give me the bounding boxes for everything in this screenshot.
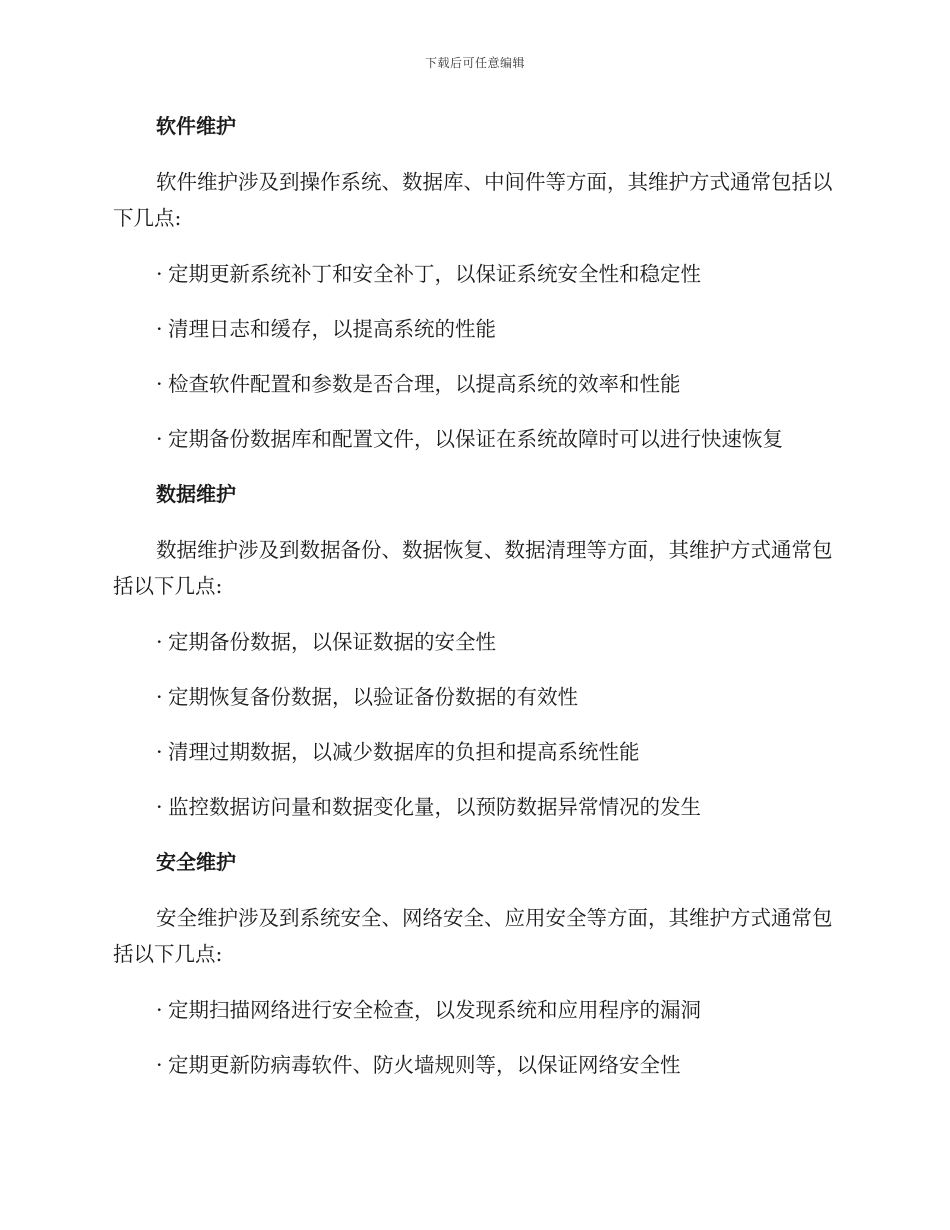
section-software-maintenance xyxy=(113,108,833,457)
list-item xyxy=(113,1047,833,1083)
bullet-dot: · xyxy=(156,740,163,764)
list-item-text: 定期扫描网络进行安全检查，以发现系统和应用程序的漏洞 xyxy=(168,998,701,1022)
bullet-dot: · xyxy=(156,998,163,1022)
section-intro: 安全维护涉及到系统安全、网络安全、应用安全等方面，其维护方式通常包括以下几点: xyxy=(113,906,833,966)
list-item-text: 清理日志和缓存，以提高系统的性能 xyxy=(168,317,496,341)
list-item-text: 检查软件配置和参数是否合理，以提高系统的效率和性能 xyxy=(168,372,681,396)
list-item xyxy=(113,311,833,347)
page-header: 下载后可任意编辑 xyxy=(424,56,525,70)
section-heading: 安全维护 xyxy=(156,850,236,874)
section-intro: 软件维护涉及到操作系统、数据库、中间件等方面，其维护方式通常包括以下几点: xyxy=(113,170,833,230)
bullet-dot: · xyxy=(156,1053,163,1077)
list-item-text: 定期备份数据，以保证数据的安全性 xyxy=(168,630,496,654)
section-heading: 数据维护 xyxy=(156,482,236,506)
document-body xyxy=(113,108,833,1102)
section-intro: 数据维护涉及到数据备份、数据恢复、数据清理等方面，其维护方式通常包括以下几点: xyxy=(113,538,833,598)
list-item xyxy=(113,366,833,402)
list-item-text: 定期恢复备份数据，以验证备份数据的有效性 xyxy=(168,685,578,709)
bullet-dot: · xyxy=(156,795,163,819)
bullet-dot: · xyxy=(156,262,163,286)
list-item xyxy=(113,734,833,770)
list-item xyxy=(113,421,833,457)
bullet-dot: · xyxy=(156,427,163,451)
list-item-text: 定期更新防病毒软件、防火墙规则等，以保证网络安全性 xyxy=(168,1053,681,1077)
section-data-maintenance xyxy=(113,476,833,825)
list-item xyxy=(113,679,833,715)
bullet-dot: · xyxy=(156,317,163,341)
list-item xyxy=(113,256,833,292)
bullet-dot: · xyxy=(156,685,163,709)
bullet-dot: · xyxy=(156,372,163,396)
list-item-text: 监控数据访问量和数据变化量，以预防数据异常情况的发生 xyxy=(168,795,701,819)
bullet-dot: · xyxy=(156,630,163,654)
section-security-maintenance xyxy=(113,844,833,1083)
section-heading: 软件维护 xyxy=(156,114,236,138)
list-item-text: 定期更新系统补丁和安全补丁，以保证系统安全性和稳定性 xyxy=(168,262,701,286)
list-item xyxy=(113,624,833,660)
list-item-text: 定期备份数据库和配置文件，以保证在系统故障时可以进行快速恢复 xyxy=(168,427,783,451)
list-item xyxy=(113,992,833,1028)
list-item-text: 清理过期数据，以减少数据库的负担和提高系统性能 xyxy=(168,740,640,764)
list-item xyxy=(113,789,833,825)
